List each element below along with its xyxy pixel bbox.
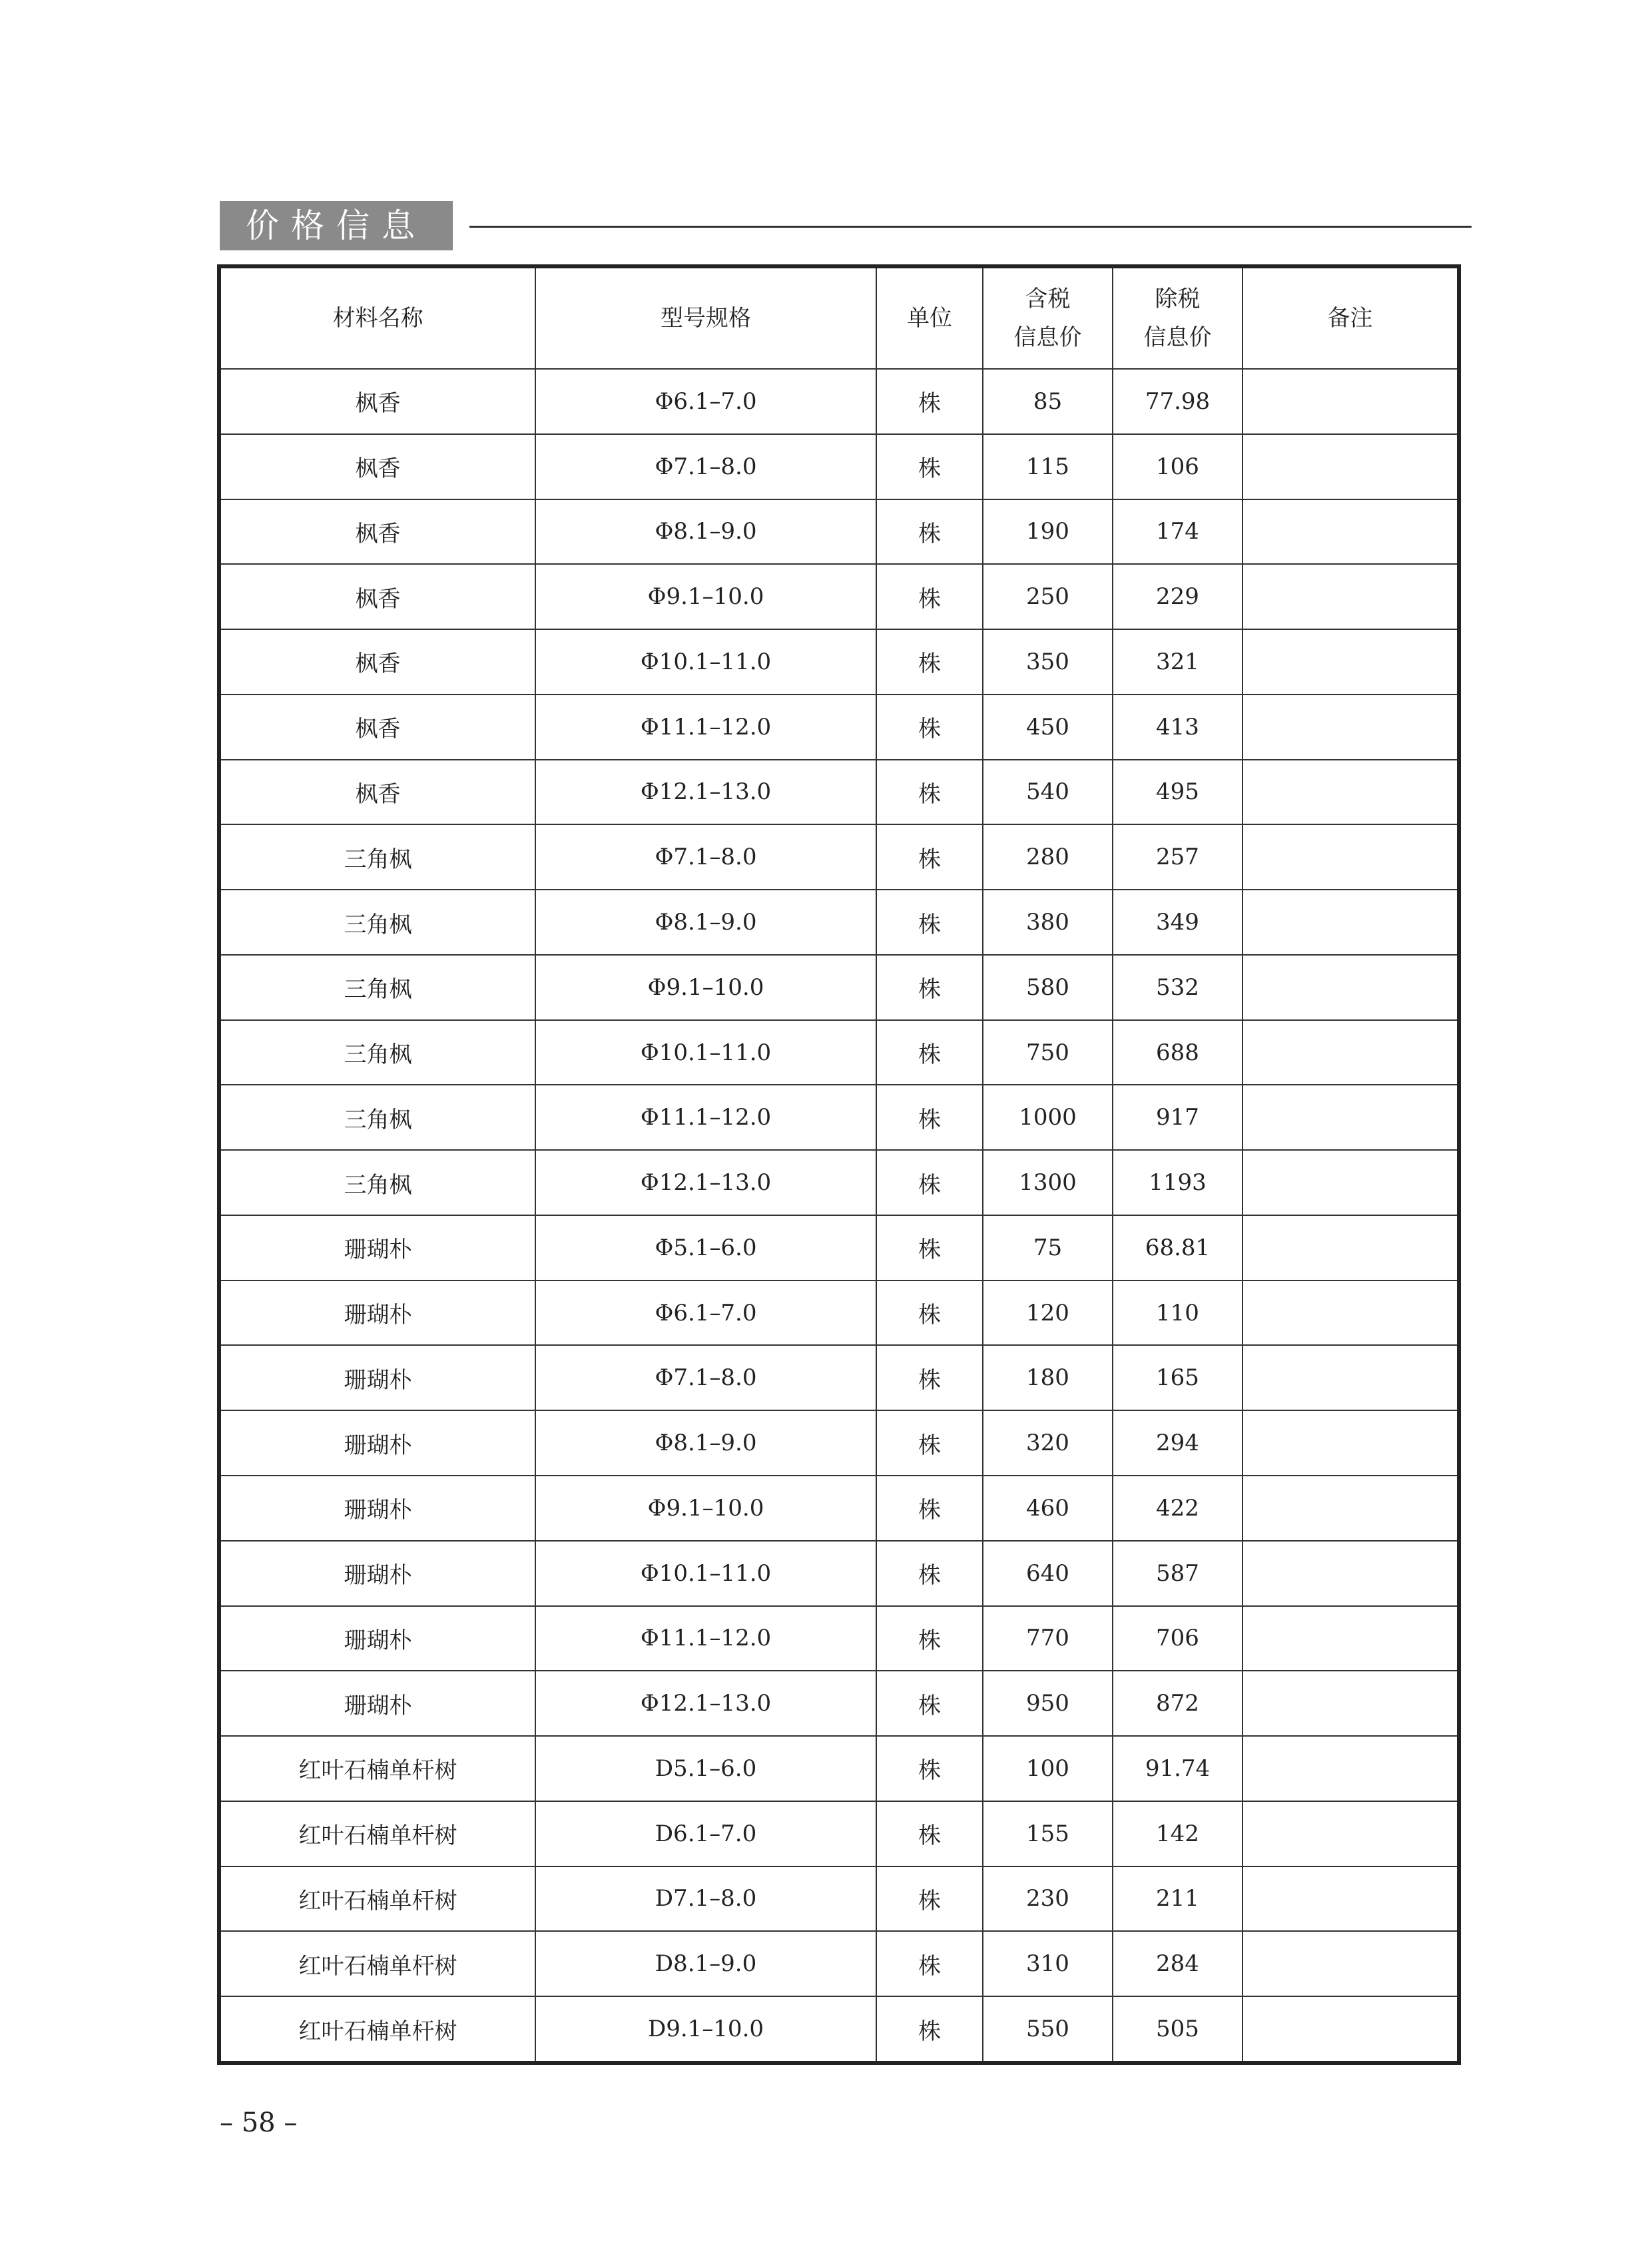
cell-price-incl-tax: 155 bbox=[983, 1801, 1113, 1866]
cell-unit: 株 bbox=[876, 564, 983, 629]
cell-price-incl-tax: 310 bbox=[983, 1931, 1113, 1996]
cell-unit: 株 bbox=[876, 1541, 983, 1606]
cell-price-excl-tax: 422 bbox=[1113, 1476, 1242, 1541]
table-row bbox=[221, 824, 1457, 890]
cell-price-incl-tax: 120 bbox=[983, 1280, 1113, 1346]
cell-spec: Φ10.1–11.0 bbox=[535, 1541, 876, 1606]
cell-material-name: 三角枫 bbox=[221, 1085, 535, 1150]
column-header-material-name: 材料名称 bbox=[221, 268, 535, 369]
cell-unit: 株 bbox=[876, 1606, 983, 1671]
cell-spec: Φ8.1–9.0 bbox=[535, 499, 876, 565]
cell-unit: 株 bbox=[876, 1476, 983, 1541]
column-header-price-incl-tax: 含税 信息价 bbox=[983, 268, 1113, 369]
cell-material-name: 枫香 bbox=[221, 434, 535, 499]
cell-price-incl-tax: 550 bbox=[983, 1996, 1113, 2061]
cell-remarks bbox=[1242, 1671, 1457, 1736]
cell-remarks bbox=[1242, 1931, 1457, 1996]
cell-price-excl-tax: 495 bbox=[1113, 760, 1242, 825]
cell-price-incl-tax: 85 bbox=[983, 369, 1113, 434]
cell-spec: Φ10.1–11.0 bbox=[535, 1020, 876, 1085]
cell-remarks bbox=[1242, 955, 1457, 1020]
table-row bbox=[221, 1345, 1457, 1410]
cell-spec: Φ5.1–6.0 bbox=[535, 1215, 876, 1280]
cell-remarks bbox=[1242, 434, 1457, 499]
table-header-row bbox=[221, 268, 1457, 369]
cell-price-excl-tax: 174 bbox=[1113, 499, 1242, 565]
cell-unit: 株 bbox=[876, 760, 983, 825]
cell-unit: 株 bbox=[876, 1866, 983, 1932]
cell-price-incl-tax: 540 bbox=[983, 760, 1113, 825]
cell-remarks bbox=[1242, 1345, 1457, 1410]
header-divider bbox=[469, 226, 1472, 228]
cell-price-excl-tax: 1193 bbox=[1113, 1150, 1242, 1215]
cell-spec: D7.1–8.0 bbox=[535, 1866, 876, 1932]
cell-material-name: 三角枫 bbox=[221, 1020, 535, 1085]
table-row bbox=[221, 1671, 1457, 1736]
cell-price-excl-tax: 142 bbox=[1113, 1801, 1242, 1866]
cell-unit: 株 bbox=[876, 1215, 983, 1280]
cell-price-incl-tax: 190 bbox=[983, 499, 1113, 565]
cell-price-incl-tax: 100 bbox=[983, 1736, 1113, 1801]
price-table-container bbox=[217, 264, 1461, 2065]
table-row bbox=[221, 1801, 1457, 1866]
page-number: – 58 – bbox=[220, 2108, 298, 2138]
cell-price-excl-tax: 872 bbox=[1113, 1671, 1242, 1736]
cell-remarks bbox=[1242, 824, 1457, 890]
cell-remarks bbox=[1242, 760, 1457, 825]
cell-spec: Φ11.1–12.0 bbox=[535, 1085, 876, 1150]
cell-material-name: 三角枫 bbox=[221, 1150, 535, 1215]
cell-price-incl-tax: 1300 bbox=[983, 1150, 1113, 1215]
cell-material-name: 枫香 bbox=[221, 369, 535, 434]
cell-unit: 株 bbox=[876, 1150, 983, 1215]
cell-price-excl-tax: 706 bbox=[1113, 1606, 1242, 1671]
cell-unit: 株 bbox=[876, 1280, 983, 1346]
cell-remarks bbox=[1242, 1866, 1457, 1932]
cell-price-excl-tax: 68.81 bbox=[1113, 1215, 1242, 1280]
table-row bbox=[221, 1280, 1457, 1346]
table-row bbox=[221, 369, 1457, 434]
table-row bbox=[221, 1541, 1457, 1606]
cell-price-excl-tax: 688 bbox=[1113, 1020, 1242, 1085]
cell-unit: 株 bbox=[876, 1345, 983, 1410]
cell-price-incl-tax: 280 bbox=[983, 824, 1113, 890]
table-row bbox=[221, 695, 1457, 760]
cell-material-name: 珊瑚朴 bbox=[221, 1345, 535, 1410]
cell-price-incl-tax: 580 bbox=[983, 955, 1113, 1020]
cell-price-excl-tax: 165 bbox=[1113, 1345, 1242, 1410]
cell-unit: 株 bbox=[876, 434, 983, 499]
cell-remarks bbox=[1242, 1020, 1457, 1085]
cell-price-incl-tax: 180 bbox=[983, 1345, 1113, 1410]
cell-price-excl-tax: 77.98 bbox=[1113, 369, 1242, 434]
cell-material-name: 红叶石楠单杆树 bbox=[221, 1866, 535, 1932]
cell-spec: D6.1–7.0 bbox=[535, 1801, 876, 1866]
cell-spec: Φ8.1–9.0 bbox=[535, 1410, 876, 1476]
cell-material-name: 珊瑚朴 bbox=[221, 1476, 535, 1541]
cell-price-excl-tax: 505 bbox=[1113, 1996, 1242, 2061]
cell-spec: Φ12.1–13.0 bbox=[535, 760, 876, 825]
cell-material-name: 枫香 bbox=[221, 499, 535, 565]
cell-material-name: 三角枫 bbox=[221, 955, 535, 1020]
table-row bbox=[221, 1931, 1457, 1996]
cell-remarks bbox=[1242, 369, 1457, 434]
cell-material-name: 三角枫 bbox=[221, 890, 535, 955]
cell-price-excl-tax: 532 bbox=[1113, 955, 1242, 1020]
cell-price-excl-tax: 587 bbox=[1113, 1541, 1242, 1606]
cell-spec: Φ8.1–9.0 bbox=[535, 890, 876, 955]
cell-material-name: 珊瑚朴 bbox=[221, 1671, 535, 1736]
cell-unit: 株 bbox=[876, 369, 983, 434]
cell-price-excl-tax: 917 bbox=[1113, 1085, 1242, 1150]
cell-material-name: 红叶石楠单杆树 bbox=[221, 1931, 535, 1996]
cell-price-incl-tax: 770 bbox=[983, 1606, 1113, 1671]
table-row bbox=[221, 434, 1457, 499]
cell-price-excl-tax: 321 bbox=[1113, 629, 1242, 695]
cell-price-incl-tax: 380 bbox=[983, 890, 1113, 955]
table-row bbox=[221, 1476, 1457, 1541]
table-row bbox=[221, 1606, 1457, 1671]
cell-spec: Φ10.1–11.0 bbox=[535, 629, 876, 695]
cell-spec: Φ9.1–10.0 bbox=[535, 564, 876, 629]
cell-price-excl-tax: 91.74 bbox=[1113, 1736, 1242, 1801]
table-row bbox=[221, 1736, 1457, 1801]
table-row bbox=[221, 1996, 1457, 2061]
cell-unit: 株 bbox=[876, 1996, 983, 2061]
column-header-remarks: 备注 bbox=[1242, 268, 1457, 369]
cell-price-excl-tax: 294 bbox=[1113, 1410, 1242, 1476]
cell-price-excl-tax: 106 bbox=[1113, 434, 1242, 499]
table-row bbox=[221, 629, 1457, 695]
cell-price-excl-tax: 257 bbox=[1113, 824, 1242, 890]
cell-spec: Φ7.1–8.0 bbox=[535, 1345, 876, 1410]
cell-price-incl-tax: 750 bbox=[983, 1020, 1113, 1085]
cell-price-excl-tax: 349 bbox=[1113, 890, 1242, 955]
cell-remarks bbox=[1242, 499, 1457, 565]
section-title: 价格信息 bbox=[220, 201, 453, 250]
cell-spec: Φ12.1–13.0 bbox=[535, 1150, 876, 1215]
cell-price-incl-tax: 115 bbox=[983, 434, 1113, 499]
cell-remarks bbox=[1242, 1736, 1457, 1801]
cell-spec: D5.1–6.0 bbox=[535, 1736, 876, 1801]
cell-remarks bbox=[1242, 890, 1457, 955]
cell-price-incl-tax: 950 bbox=[983, 1671, 1113, 1736]
cell-material-name: 珊瑚朴 bbox=[221, 1606, 535, 1671]
cell-price-incl-tax: 230 bbox=[983, 1866, 1113, 1932]
cell-unit: 株 bbox=[876, 499, 983, 565]
table-row bbox=[221, 564, 1457, 629]
cell-unit: 株 bbox=[876, 1931, 983, 1996]
cell-unit: 株 bbox=[876, 1085, 983, 1150]
cell-material-name: 珊瑚朴 bbox=[221, 1280, 535, 1346]
cell-price-incl-tax: 640 bbox=[983, 1541, 1113, 1606]
cell-price-incl-tax: 460 bbox=[983, 1476, 1113, 1541]
cell-spec: Φ9.1–10.0 bbox=[535, 1476, 876, 1541]
cell-remarks bbox=[1242, 1801, 1457, 1866]
column-header-unit: 单位 bbox=[876, 268, 983, 369]
cell-remarks bbox=[1242, 629, 1457, 695]
cell-material-name: 枫香 bbox=[221, 760, 535, 825]
cell-price-incl-tax: 320 bbox=[983, 1410, 1113, 1476]
cell-material-name: 红叶石楠单杆树 bbox=[221, 1996, 535, 2061]
cell-spec: Φ7.1–8.0 bbox=[535, 824, 876, 890]
cell-price-incl-tax: 1000 bbox=[983, 1085, 1113, 1150]
cell-price-incl-tax: 75 bbox=[983, 1215, 1113, 1280]
table-body bbox=[221, 369, 1457, 2061]
section-header bbox=[220, 201, 1472, 250]
cell-spec: Φ6.1–7.0 bbox=[535, 369, 876, 434]
column-header-price-excl-tax: 除税 信息价 bbox=[1113, 268, 1242, 369]
cell-price-excl-tax: 413 bbox=[1113, 695, 1242, 760]
table-row bbox=[221, 760, 1457, 825]
cell-unit: 株 bbox=[876, 1410, 983, 1476]
cell-unit: 株 bbox=[876, 955, 983, 1020]
cell-unit: 株 bbox=[876, 695, 983, 760]
cell-unit: 株 bbox=[876, 1020, 983, 1085]
cell-remarks bbox=[1242, 564, 1457, 629]
cell-spec: Φ7.1–8.0 bbox=[535, 434, 876, 499]
cell-material-name: 珊瑚朴 bbox=[221, 1541, 535, 1606]
table-row bbox=[221, 955, 1457, 1020]
cell-material-name: 枫香 bbox=[221, 695, 535, 760]
cell-remarks bbox=[1242, 1476, 1457, 1541]
cell-material-name: 枫香 bbox=[221, 564, 535, 629]
cell-spec: D9.1–10.0 bbox=[535, 1996, 876, 2061]
cell-spec: D8.1–9.0 bbox=[535, 1931, 876, 1996]
cell-remarks bbox=[1242, 1996, 1457, 2061]
cell-price-incl-tax: 250 bbox=[983, 564, 1113, 629]
cell-price-excl-tax: 211 bbox=[1113, 1866, 1242, 1932]
cell-remarks bbox=[1242, 1085, 1457, 1150]
price-table bbox=[221, 268, 1457, 2061]
cell-unit: 株 bbox=[876, 1736, 983, 1801]
cell-unit: 株 bbox=[876, 1801, 983, 1866]
table-row bbox=[221, 1215, 1457, 1280]
cell-remarks bbox=[1242, 1215, 1457, 1280]
cell-spec: Φ9.1–10.0 bbox=[535, 955, 876, 1020]
cell-material-name: 珊瑚朴 bbox=[221, 1410, 535, 1476]
table-row bbox=[221, 499, 1457, 565]
cell-unit: 株 bbox=[876, 629, 983, 695]
cell-price-excl-tax: 229 bbox=[1113, 564, 1242, 629]
cell-material-name: 三角枫 bbox=[221, 824, 535, 890]
cell-remarks bbox=[1242, 1280, 1457, 1346]
table-row bbox=[221, 1085, 1457, 1150]
cell-material-name: 珊瑚朴 bbox=[221, 1215, 535, 1280]
cell-spec: Φ11.1–12.0 bbox=[535, 695, 876, 760]
cell-remarks bbox=[1242, 695, 1457, 760]
cell-spec: Φ11.1–12.0 bbox=[535, 1606, 876, 1671]
table-row bbox=[221, 1150, 1457, 1215]
table-row bbox=[221, 1410, 1457, 1476]
cell-remarks bbox=[1242, 1410, 1457, 1476]
cell-remarks bbox=[1242, 1541, 1457, 1606]
cell-price-incl-tax: 450 bbox=[983, 695, 1113, 760]
table-row bbox=[221, 890, 1457, 955]
cell-spec: Φ6.1–7.0 bbox=[535, 1280, 876, 1346]
cell-unit: 株 bbox=[876, 890, 983, 955]
cell-remarks bbox=[1242, 1150, 1457, 1215]
cell-price-excl-tax: 284 bbox=[1113, 1931, 1242, 1996]
cell-unit: 株 bbox=[876, 824, 983, 890]
column-header-spec: 型号规格 bbox=[535, 268, 876, 369]
cell-unit: 株 bbox=[876, 1671, 983, 1736]
cell-material-name: 枫香 bbox=[221, 629, 535, 695]
cell-material-name: 红叶石楠单杆树 bbox=[221, 1801, 535, 1866]
cell-material-name: 红叶石楠单杆树 bbox=[221, 1736, 535, 1801]
cell-price-incl-tax: 350 bbox=[983, 629, 1113, 695]
table-row bbox=[221, 1866, 1457, 1932]
cell-remarks bbox=[1242, 1606, 1457, 1671]
table-row bbox=[221, 1020, 1457, 1085]
cell-price-excl-tax: 110 bbox=[1113, 1280, 1242, 1346]
cell-spec: Φ12.1–13.0 bbox=[535, 1671, 876, 1736]
